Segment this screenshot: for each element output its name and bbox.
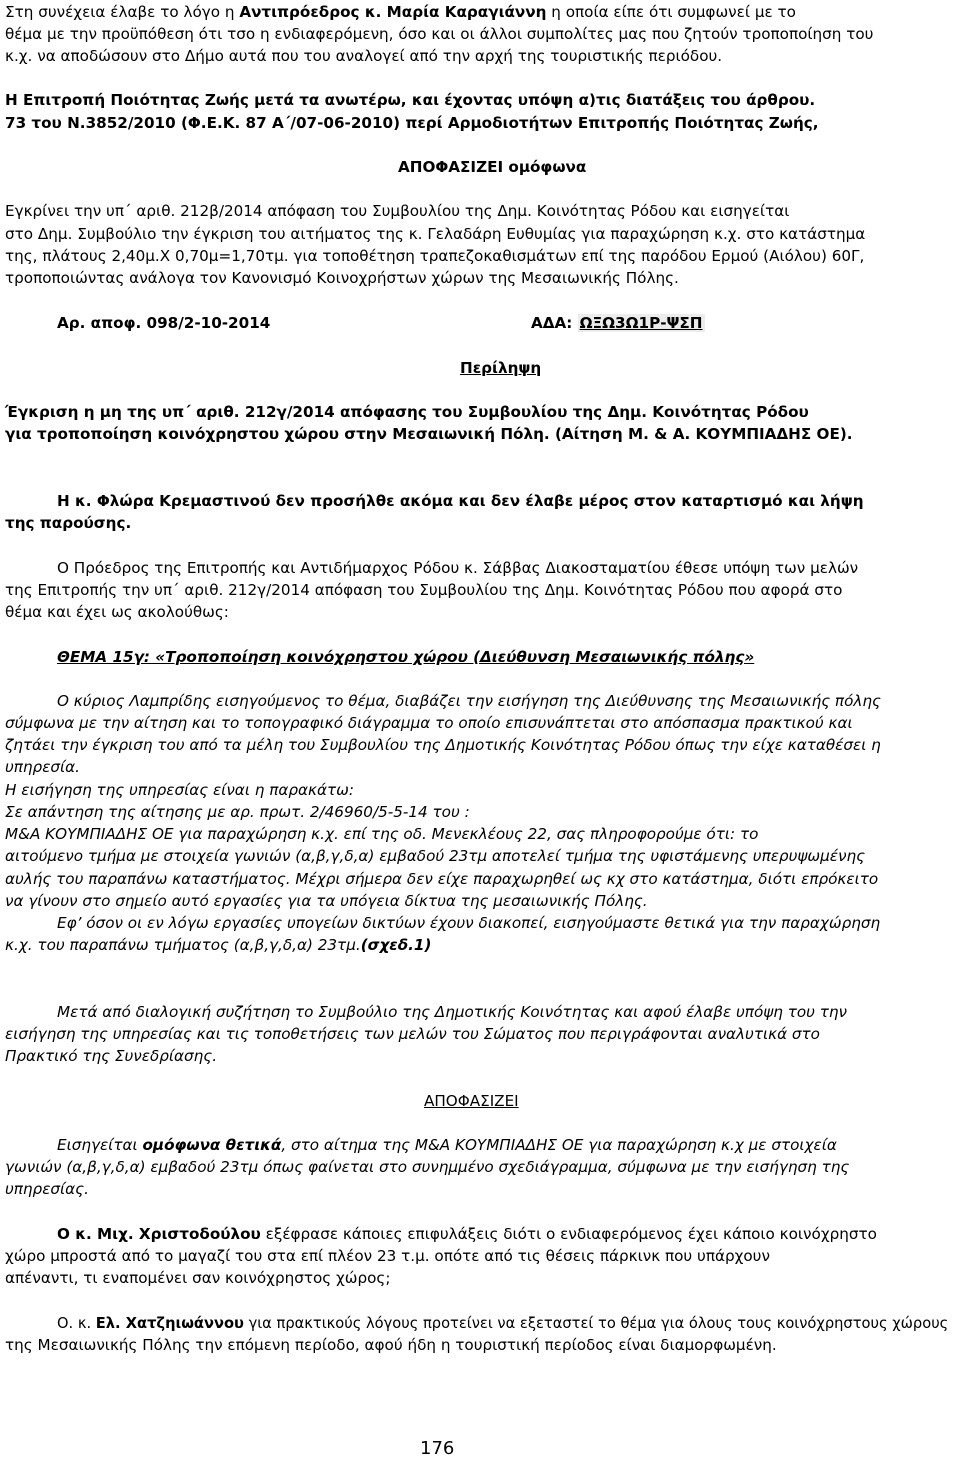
text-span: γωνιών (α,β,γ,δ,α) εμβαδού 23τμ όπως φαίνεται στο συνημμένο σχεδιάγραμμα, σύμφωνα με την εισήγηση της	[5, 1158, 850, 1176]
text-span: Εισηγείται	[57, 1136, 143, 1154]
text-span: Αντιπρόεδρος κ. Μαρία Καραγιάννη	[239, 3, 547, 21]
text-line	[57, 691, 881, 711]
text-span: Περίληψη	[460, 359, 542, 377]
text-line	[5, 1157, 849, 1177]
text-span: ΑΔΑ:	[531, 314, 578, 332]
text-span: της παρούσης.	[5, 514, 132, 532]
text-span: αιτούμενο τμήμα με στοιχεία γωνιών (α,β,γ,δ,α) εμβαδού 23τμ αποτελεί τμήμα της υφιστάμενης υπερυψωμένης	[5, 847, 865, 865]
text-span: Η εισήγηση της υπηρεσίας είναι η παρακάτω:	[5, 781, 354, 799]
text-span: Η Επιτροπή Ποιότητας Ζωής μετά τα ανωτέρω, και έχοντας υπόψη α)τις διατάξεις του άρθρου.	[5, 91, 816, 109]
text-line	[5, 824, 758, 844]
text-span: Μετά από διαλογική συζήτηση το Συμβούλιο της Δημοτικής Κοινότητας και αφού έλαβε υπόψη του την	[57, 1003, 848, 1021]
text-span: της Μεσαιωνικής Πόλης την επόμενη περίοδο, αφού ήδη η τουριστική περίοδος είναι διαμορφωμένη.	[5, 1336, 777, 1354]
text-line	[57, 913, 880, 933]
text-span: Ο. κ.	[57, 1314, 96, 1332]
text-span: να γίνουν στο σημείο αυτό εργασίες για τα υπόγεια δίκτυα της μεσαιωνικής Πόλης.	[5, 892, 648, 910]
text-line	[5, 846, 865, 866]
text-span: (σχεδ.1)	[360, 936, 432, 954]
text-line	[5, 713, 853, 733]
text-span: ΩΞΩ3Ω1Ρ-ΨΣΠ	[579, 314, 703, 332]
text-line	[5, 869, 878, 889]
text-span: κ.χ. του παραπάνω τμήματος (α,β,γ,δ,α) 23τμ.	[5, 936, 361, 954]
text-span: η οποία είπε ότι συμφωνεί με το	[546, 3, 796, 21]
text-line	[5, 757, 80, 777]
text-span: κ.χ. να αποδώσουν στο Δήμο αυτά που του αναλογεί από την αρχή της τουριστικής περιόδου.	[5, 47, 723, 65]
text-line	[5, 735, 881, 755]
text-span: για πρακτικούς λόγους προτείνει να εξεταστεί το θέμα για όλους τους κοινόχρηστους χώρους	[243, 1314, 949, 1332]
text-line	[5, 1268, 390, 1288]
text-span: , στο αίτημα της Μ&Α ΚΟΥΜΠΙΑΔΗΣ ΟΕ για παραχώρηση κ.χ με στοιχεία	[281, 1136, 837, 1154]
text-line	[5, 513, 131, 533]
text-line	[5, 935, 431, 955]
text-line	[5, 1179, 89, 1199]
text-line	[5, 46, 722, 66]
text-span: ζητάει την έγκριση του από τα μέλη του Συμβουλίου της Δημοτικής Κοινότητας Ρόδου όπως την είχε καταθέσει η	[5, 736, 881, 754]
text-span: Αρ. αποφ. 098/2-10-2014	[57, 314, 271, 332]
text-line	[57, 1002, 847, 1022]
text-line	[5, 580, 842, 600]
text-span: θέμα και έχει ως ακολούθως:	[5, 603, 229, 621]
text-line	[5, 90, 815, 110]
text-line	[57, 491, 864, 511]
text-span: αυλής του παραπάνω καταστήματος. Μέχρι σήμερα δεν είχε παραχωρηθεί ως κχ στο κατάστημα, διότι επρόκειτο	[5, 870, 879, 888]
text-line	[57, 1313, 948, 1333]
text-span: υπηρεσίας.	[5, 1180, 89, 1198]
text-line	[5, 1335, 777, 1355]
text-span: Ο κύριος Λαμπρίδης εισηγούμενος το θέμα, διαβάζει την εισήγηση της Διεύθυνσης της Μεσαιωνικής πόλης	[57, 692, 881, 710]
text-span: θέμα με την προϋπόθεση ότι τσο η ενδιαφερόμενη, όσο και οι άλλοι συμπολίτες μας που ζητούν τροποποίηση του	[5, 25, 874, 43]
text-span: Η κ. Φλώρα Κρεμαστινού δεν προσήλθε ακόμα και δεν έλαβε μέρος στον καταρτισμό και λήψη	[57, 492, 864, 510]
text-line	[57, 1224, 877, 1244]
text-span: Σε απάντηση της αίτησης με αρ. πρωτ. 2/46960/5-5-14 του :	[5, 803, 470, 821]
text-span: Στη συνέχεια έλαβε το λόγο η	[5, 3, 240, 21]
page-number: 176	[420, 1438, 455, 1459]
text-span: στο Δημ. Συμβούλιο την έγκριση του αιτήματος της κ. Γελαδάρη Ευθυμίας για παραχώρηση κ.χ. στο κατάστημα	[5, 225, 866, 243]
text-span: της Επιτροπής την υπ΄ αριθ. 212γ/2014 απόφαση του Συμβουλίου της Δημ. Κοινότητας Ρόδου που αφορά στο	[5, 581, 843, 599]
text-span: ομόφωνα θετικά	[142, 1136, 282, 1154]
text-line	[5, 802, 470, 822]
text-span: εισήγηση της υπηρεσίας και τις τοποθετήσεις των μελών του Σώματος που περιγράφονται αναλυτικά στο	[5, 1025, 820, 1043]
text-span: Πρακτικό της Συνεδρίασης.	[5, 1047, 218, 1065]
text-line	[5, 24, 873, 44]
text-span: Ελ. Χατζηιωάννου	[95, 1314, 244, 1332]
text-span: χώρο μπροστά από το μαγαζί του στα επί πλέον 23 τ.μ. οπότε από τις θέσεις πάρκινκ που υπάρχουν	[5, 1247, 770, 1265]
text-line	[57, 647, 754, 667]
text-line	[5, 224, 865, 244]
text-line	[5, 2, 796, 22]
text-line	[5, 780, 354, 800]
text-span: Εφ’ όσον οι εν λόγω εργασίες υπογείων δικτύων έχουν διακοπεί, εισηγούμαστε θετικά για την παραχώρηση	[57, 914, 881, 932]
text-line	[460, 358, 541, 378]
text-span: Εγκρίνει την υπ΄ αριθ. 212β/2014 απόφαση του Συμβουλίου της Δημ. Κοινότητας Ρόδου και εισηγείται	[5, 202, 790, 220]
text-span: ΘΕΜΑ 15γ: «Τροποποίηση κοινόχρηστου χώρου (Διεύθυνση Μεσαιωνικής πόλης»	[57, 648, 755, 666]
text-line	[5, 1046, 217, 1066]
text-span: εξέφρασε κάποιες επιφυλάξεις διότι ο ενδιαφερόμενος έχει κάποιο κοινόχρηστο	[260, 1225, 877, 1243]
text-span: για τροποποίηση κοινόχρηστου χώρου στην Μεσαιωνική Πόλη. (Αίτηση Μ. & Α. ΚΟΥΜΠΙΑΔΗΣ ΟΕ).	[5, 425, 853, 443]
text-span: ΑΠΟΦΑΣΙΖΕΙ ομόφωνα	[398, 158, 587, 176]
text-span: απέναντι, τι εναπομένει σαν κοινόχρηστος χώρος;	[5, 1269, 391, 1287]
text-line	[531, 313, 705, 333]
text-line	[57, 1135, 837, 1155]
text-line	[5, 602, 229, 622]
text-span: ΑΠΟΦΑΣΙΖΕΙ	[424, 1092, 519, 1110]
text-line	[5, 891, 648, 911]
text-span: της, πλάτους 2,40μ.Χ 0,70μ=1,70τμ. για τοποθέτηση τραπεζοκαθισμάτων επί της παρόδου Ερμού (Αιόλου) 60Γ,	[5, 247, 865, 265]
text-span: σύμφωνα με την αίτηση και το τοπογραφικό διάγραμμα το οποίο επισυνάπτεται στο απόσπασμα πρακτικού και	[5, 714, 853, 732]
text-span: υπηρεσία.	[5, 758, 81, 776]
text-line	[5, 246, 864, 266]
text-span: Έγκριση η μη της υπ΄ αριθ. 212γ/2014 απόφασης του Συμβουλίου της Δημ. Κοινότητας Ρόδου	[5, 403, 809, 421]
text-line	[5, 268, 679, 288]
text-span: 73 του Ν.3852/2010 (Φ.Ε.Κ. 87 Α΄/07-06-2010) περί Αρμοδιοτήτων Επιτροπής Ποιότητας Ζωής,	[5, 114, 819, 132]
text-span: Ο Πρόεδρος της Επιτροπής και Αντιδήμαρχος Ρόδου κ. Σάββας Διακοσταματίου έθεσε υπόψη των μελών	[57, 559, 859, 577]
text-line	[5, 402, 809, 422]
text-line	[424, 1091, 519, 1111]
text-line	[57, 558, 858, 578]
text-line	[5, 113, 819, 133]
text-line	[57, 313, 270, 333]
text-span: Μ&Α ΚΟΥΜΠΙΑΔΗΣ ΟΕ για παραχώρηση κ.χ. επί της οδ. Μενεκλέους 22, σας πληροφορούμε ότι: το	[5, 825, 759, 843]
text-line	[5, 201, 789, 221]
text-span: τροποποιώντας ανάλογα τον Κανονισμό Κοινοχρήστων χώρων της Μεσαιωνικής Πόλης.	[5, 269, 679, 287]
text-span: Ο κ. Μιχ. Χριστοδούλου	[57, 1225, 261, 1243]
text-line	[5, 1024, 820, 1044]
text-line	[5, 1246, 770, 1266]
text-line	[5, 424, 853, 444]
text-line	[398, 157, 586, 177]
